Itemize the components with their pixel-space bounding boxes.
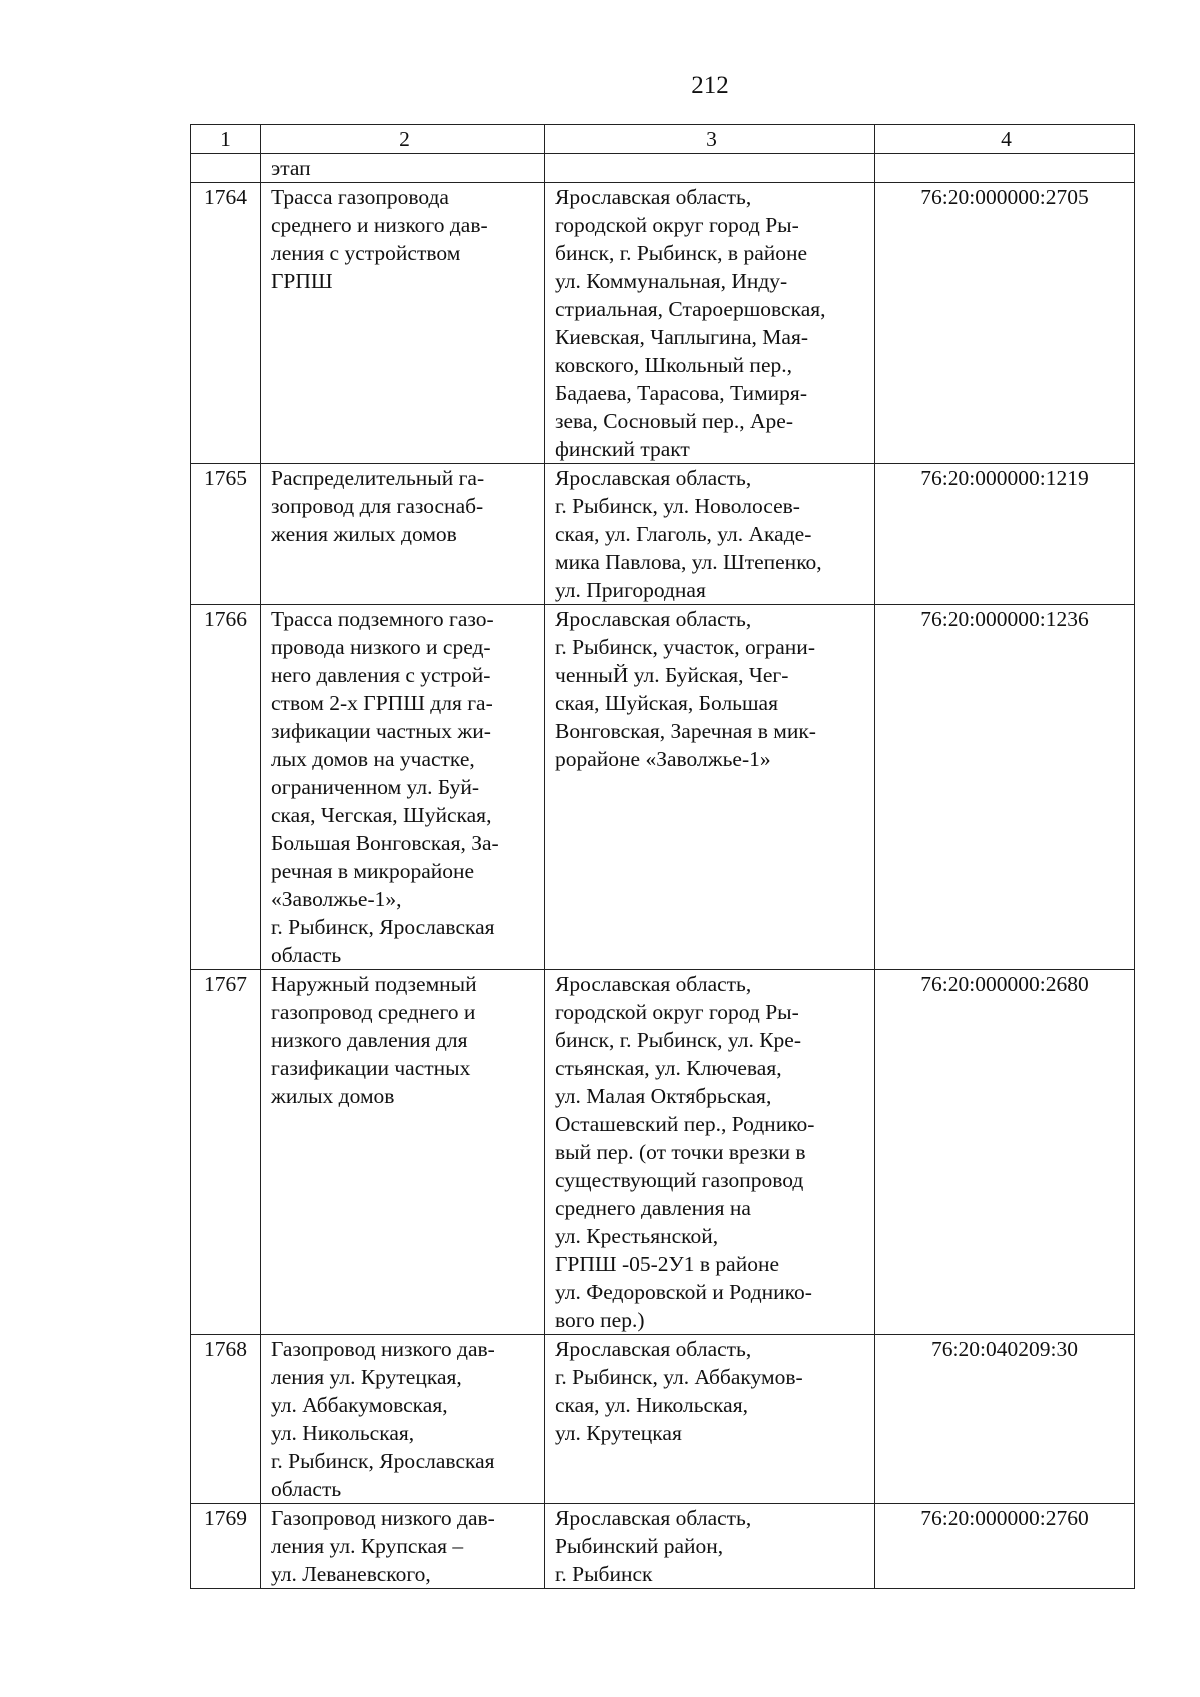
address-cell: Ярославская область, г. Рыбинск, участок, ограни- ченныЙ ул. Буйская, Чег- ская, Шуйская, Большая Вонговская, Заречная в мик- рорайоне «Заволжье-1» bbox=[545, 605, 875, 970]
column-number-3: 3 bbox=[545, 125, 875, 154]
continuation-row bbox=[191, 154, 1135, 183]
page-number: 212 bbox=[691, 72, 729, 99]
cadastral-number-cell bbox=[875, 154, 1135, 183]
table-row bbox=[191, 464, 1135, 605]
cadastral-number-cell: 76:20:000000:1219 bbox=[875, 464, 1135, 605]
object-name-cell: Газопровод низкого дав- ления ул. Крупская – ул. Леваневского, bbox=[261, 1504, 545, 1589]
row-number-cell: 1768 bbox=[191, 1335, 261, 1504]
row-number-cell: 1769 bbox=[191, 1504, 261, 1589]
cadastral-number-cell: 76:20:000000:1236 bbox=[875, 605, 1135, 970]
address-cell: Ярославская область, городской округ город Ры- бинск, г. Рыбинск, в районе ул. Коммунальная, Инду- стриальная, Староершовская, Киевская, Чаплыгина, Мая- ковского, Школьный пер., Бадаева, Тарасова, Тимиря- зева, Сосновый пер., Аре- финский тракт bbox=[545, 183, 875, 464]
cadastral-number-cell: 76:20:040209:30 bbox=[875, 1335, 1135, 1504]
table-row bbox=[191, 605, 1135, 970]
object-name-cell: Распределительный га- зопровод для газоснаб- жения жилых домов bbox=[261, 464, 545, 605]
object-name-cell: этап bbox=[261, 154, 545, 183]
address-cell: Ярославская область, городской округ город Ры- бинск, г. Рыбинск, ул. Кре- стьянская, ул. Ключевая, ул. Малая Октябрьская, Осташевский пер., Роднико- вый пер. (от точки врезки в существующий газопровод среднего давления на ул. Крестьянской, ГРПШ -05-2У1 в районе ул. Федоровской и Роднико- вого пер.) bbox=[545, 970, 875, 1335]
column-number-4: 4 bbox=[875, 125, 1135, 154]
column-number-1: 1 bbox=[191, 125, 261, 154]
row-number-cell: 1764 bbox=[191, 183, 261, 464]
object-name-cell: Трасса подземного газо- провода низкого и сред- него давления с устрой- ством 2-х ГРПШ для га- зификации частных жи- лых домов на участке, ограниченном ул. Буй- ская, Чегская, Шуйская, Большая Вонговская, За- речная в микрорайоне «Заволжье-1», г. Рыбинск, Ярославская область bbox=[261, 605, 545, 970]
address-cell bbox=[545, 154, 875, 183]
address-cell: Ярославская область, Рыбинский район, г. Рыбинск bbox=[545, 1504, 875, 1589]
object-name-cell: Наружный подземный газопровод среднего и низкого давления для газификации частных жилых домов bbox=[261, 970, 545, 1335]
cadastral-number-cell: 76:20:000000:2705 bbox=[875, 183, 1135, 464]
cadastral-number-cell: 76:20:000000:2680 bbox=[875, 970, 1135, 1335]
object-name-cell: Трасса газопровода среднего и низкого дав- ления с устройством ГРПШ bbox=[261, 183, 545, 464]
address-cell: Ярославская область, г. Рыбинск, ул. Аббакумов- ская, ул. Никольская, ул. Крутецкая bbox=[545, 1335, 875, 1504]
address-cell: Ярославская область, г. Рыбинск, ул. Новолосев- ская, ул. Глаголь, ул. Акаде- мика Павлова, ул. Штепенко, ул. Пригородная bbox=[545, 464, 875, 605]
table-row bbox=[191, 970, 1135, 1335]
table-row bbox=[191, 183, 1135, 464]
table-row bbox=[191, 1335, 1135, 1504]
row-number-cell: 1765 bbox=[191, 464, 261, 605]
object-name-cell: Газопровод низкого дав- ления ул. Крутецкая, ул. Аббакумовская, ул. Никольская, г. Рыбинск, Ярославская область bbox=[261, 1335, 545, 1504]
cadastral-number-cell: 76:20:000000:2760 bbox=[875, 1504, 1135, 1589]
row-number-cell: 1766 bbox=[191, 605, 261, 970]
table-header-row bbox=[191, 125, 1135, 154]
table-row bbox=[191, 1504, 1135, 1589]
column-number-2: 2 bbox=[261, 125, 545, 154]
row-number-cell: 1767 bbox=[191, 970, 261, 1335]
row-number-cell bbox=[191, 154, 261, 183]
registry-table bbox=[190, 124, 1135, 1589]
